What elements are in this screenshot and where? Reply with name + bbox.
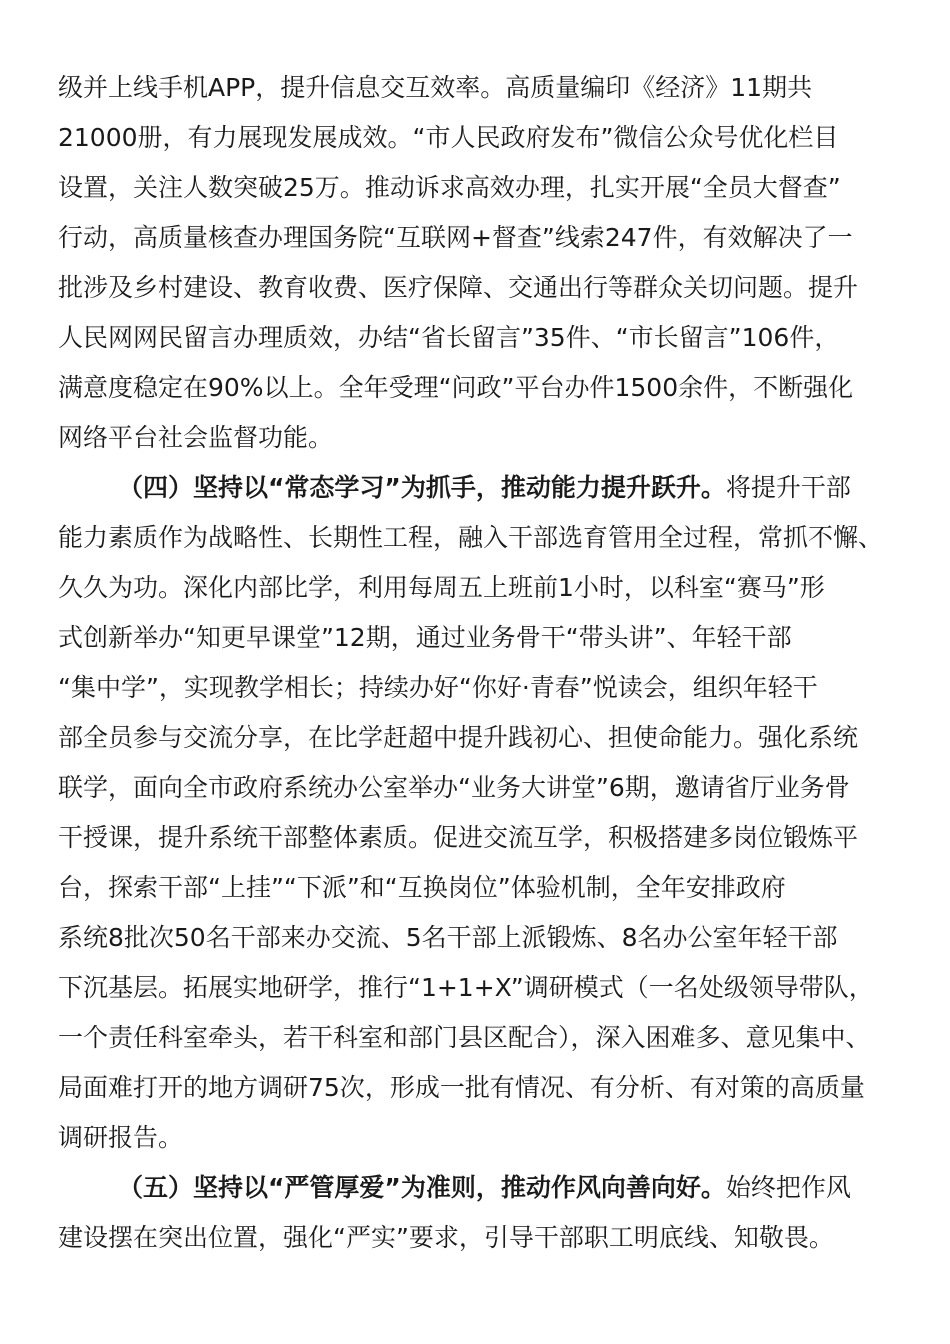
section-text: 始终把作风 — [725, 1173, 851, 1202]
section-heading-five: （五）坚持以“严管厚爱”为准则，推动作风向善向好。 — [118, 1173, 726, 1202]
paragraph-line: 干授课，提升系统干部整体素质。促进交流互学，积极搭建多岗位锻炼平 — [58, 823, 859, 852]
paragraph-line: 式创新举办“知更早课堂”12期，通过业务骨干“带头讲”、年轻干部 — [58, 623, 792, 652]
paragraph-line: 21000册，有力展现发展成效。“市人民政府发布”微信公众号优化栏目 — [58, 123, 839, 152]
paragraph-line: 满意度稳定在90%以上。全年受理“问政”平台办件1500余件，不断强化 — [58, 373, 854, 402]
paragraph-line: 台，探索干部“上挂”“下派”和“互换岗位”体验机制，全年安排政府 — [58, 873, 786, 902]
paragraph-line: 下沉基层。拓展实地研学，推行“1+1+X”调研模式（一名处级领导带队， — [58, 973, 874, 1002]
section-text: 将提升干部 — [725, 473, 851, 502]
paragraph-line: 级并上线手机APP，提升信息交互效率。高质量编印《经济》11期共 — [58, 73, 813, 102]
paragraph-line: 久久为功。深化内部比学，利用每周五上班前1小时，以科室“赛马”形 — [58, 573, 825, 602]
paragraph-line: 部全员参与交流分享，在比学赶超中提升践初心、担使命能力。强化系统 — [58, 723, 859, 752]
paragraph-line: 建设摆在突出位置，强化“严实”要求，引导干部职工明底线、知敬畏。 — [58, 1223, 834, 1252]
paragraph-line: 网络平台社会监督功能。 — [58, 423, 334, 452]
paragraph-line: 联学，面向全市政府系统办公室举办“业务大讲堂”6期，邀请省厅业务骨 — [58, 773, 850, 802]
section-heading-line — [118, 1163, 900, 1213]
paragraph-line: 调研报告。 — [58, 1123, 184, 1152]
paragraph-line: 系统8批次50名干部来办交流、5名干部上派锻炼、8名办公室年轻干部 — [58, 923, 838, 952]
paragraph-line: 能力素质作为战略性、长期性工程，融入干部选育管用全过程，常抓不懈、 — [58, 523, 884, 552]
paragraph-line: 人民网网民留言办理质效，办结“省长留言”35件、“市长留言”106件， — [58, 323, 840, 352]
paragraph-line: 局面难打开的地方调研75次，形成一批有情况、有分析、有对策的高质量 — [58, 1073, 865, 1102]
paragraph-line: 设置，关注人数突破25万。推动诉求高效办理，扎实开展“全员大督查” — [58, 173, 841, 202]
paragraph-line: “集中学”，实现教学相长；持续办好“你好·青春”悦读会，组织年轻干 — [58, 673, 818, 702]
section-heading-line — [118, 463, 900, 513]
paragraph-line: 批涉及乡村建设、教育收费、医疗保障、交通出行等群众关切问题。提升 — [58, 273, 859, 302]
paragraph-line: 一个责任科室牵头，若干科室和部门县区配合），深入困难多、意见集中、 — [58, 1023, 871, 1052]
section-heading-four: （四）坚持以“常态学习”为抓手，推动能力提升跃升。 — [118, 473, 726, 502]
paragraph-line: 行动，高质量核查办理国务院“互联网+督查”线索247件，有效解决了一 — [58, 223, 853, 252]
